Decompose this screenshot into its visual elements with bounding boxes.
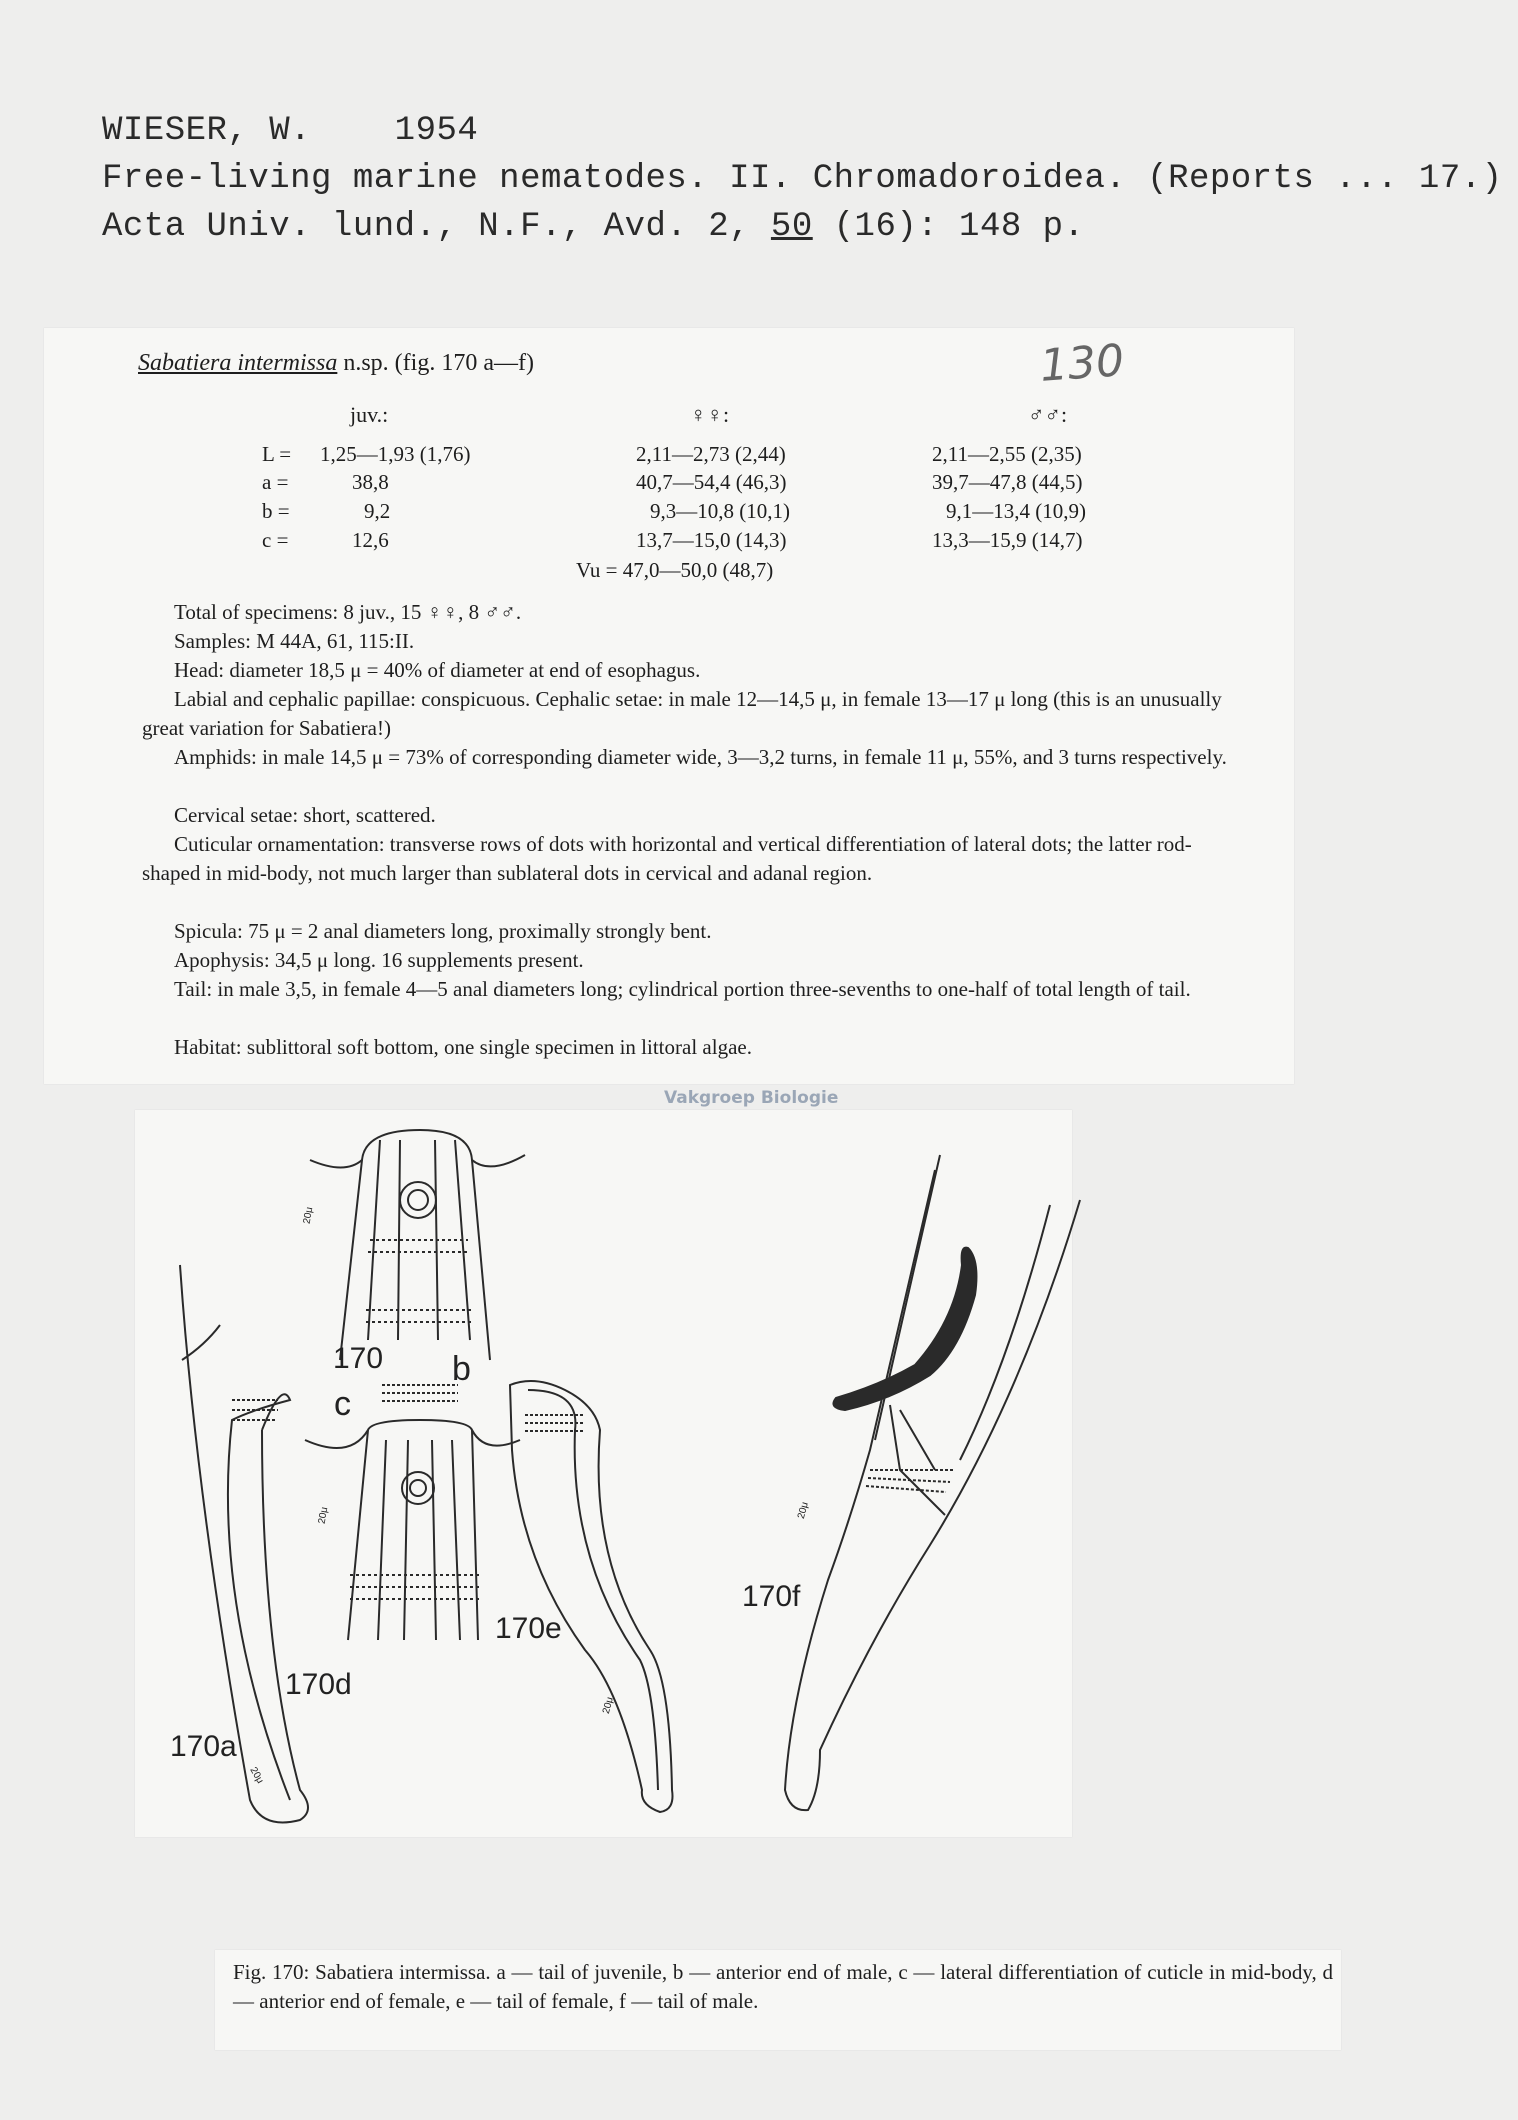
year: 1954 bbox=[394, 112, 479, 150]
col-female: ♀♀: bbox=[690, 402, 730, 427]
handwritten-page-number: 130 bbox=[1038, 335, 1126, 392]
fig-f-spicula bbox=[833, 1248, 976, 1410]
journal: Acta Univ. lund., N.F., Avd. 2, bbox=[102, 208, 751, 246]
fig-a-inner bbox=[228, 1394, 290, 1800]
male-a: 39,7—47,8 (44,5) bbox=[932, 470, 1083, 494]
head: Head: diameter 18,5 μ = 40% of diameter at end of esophagus. bbox=[174, 658, 701, 682]
fig-label-170e: 170e bbox=[495, 1612, 562, 1645]
female-b: 9,3—10,8 (10,1) bbox=[650, 499, 790, 523]
female-a: 40,7—54,4 (46,3) bbox=[636, 470, 787, 494]
figure-caption: Fig. 170: Sabatiera intermissa. a — tail of juvenile, b — anterior end of male, c — lateral differentiation of cuticle in mid-body, d — anterior end of female, e — tail of female, f — tail of male. bbox=[233, 1960, 1333, 2013]
scale-label-f: 20μ bbox=[795, 1500, 811, 1521]
juv-a: 38,8 bbox=[352, 470, 389, 494]
fig-label-170a: 170a bbox=[170, 1730, 237, 1763]
label-a: a = bbox=[262, 470, 289, 494]
scale-label-a: 20μ bbox=[247, 1765, 266, 1786]
samples: Samples: M 44A, 61, 115:II. bbox=[174, 629, 415, 653]
label-L: L = bbox=[262, 442, 292, 466]
fig-label-170: 170 bbox=[333, 1342, 384, 1375]
juv-c: 12,6 bbox=[352, 528, 389, 552]
cervical-setae: Cervical setae: short, scattered. bbox=[174, 803, 436, 827]
col-juv: juv.: bbox=[350, 402, 389, 427]
scale-label-e: 20μ bbox=[600, 1695, 616, 1716]
label-c: c = bbox=[262, 528, 289, 552]
fig-e-body bbox=[510, 1381, 673, 1812]
habitat: Habitat: sublittoral soft bottom, one single specimen in littoral algae. bbox=[174, 1035, 752, 1059]
label-b: b = bbox=[262, 499, 290, 523]
male-b: 9,1—13,4 (10,9) bbox=[946, 499, 1086, 523]
total-specimens: Total of specimens: 8 juv., 15 ♀♀, 8 ♂♂. bbox=[174, 600, 522, 624]
caption-card bbox=[215, 1950, 1341, 2050]
paper-title: Free-living marine nematodes. II. Chromadoroidea. (Reports ... 17.) bbox=[102, 160, 1503, 198]
issue-pages: (16): 148 p. bbox=[833, 208, 1085, 246]
juv-b: 9,2 bbox=[364, 499, 391, 523]
species-figref: n.sp. (fig. 170 a—f) bbox=[343, 350, 534, 376]
scale-label-d: 20μ bbox=[316, 1506, 331, 1525]
author: WIESER, W. bbox=[102, 112, 312, 150]
col-male: ♂♂: bbox=[1028, 402, 1068, 427]
spicula: Spicula: 75 μ = 2 anal diameters long, proximally strongly bent. bbox=[174, 919, 712, 943]
labial-papillae: Labial and cephalic papillae: conspicuous. Cephalic setae: in male 12—14,5 μ, in female 13—17 μ long (this is an unusually great variation for Sabatiera!) bbox=[142, 687, 1222, 740]
tail: Tail: in male 3,5, in female 4—5 anal diameters long; cylindrical portion three-sevenths to one-half of total length of tail. bbox=[174, 977, 1191, 1001]
fig-label-170f: 170f bbox=[742, 1580, 801, 1613]
scale-label-b: 20μ bbox=[301, 1206, 316, 1225]
male-c: 13,3—15,9 (14,7) bbox=[932, 528, 1083, 552]
fig-d-outline bbox=[305, 1420, 520, 1448]
fig-b-outline bbox=[310, 1130, 525, 1168]
cuticular-ornamentation: Cuticular ornamentation: transverse rows of dots with horizontal and vertical differentiation of lateral dots; the latter rod-shaped in mid-body, not much larger than sublateral dots in cervical and adanal region. bbox=[142, 832, 1192, 885]
amphids: Amphids: in male 14,5 μ = 73% of corresponding diameter wide, 3—3,2 turns, in female 11 μ, 55%, and 3 turns respectively. bbox=[174, 745, 1227, 769]
fig-c-dots bbox=[382, 1385, 458, 1401]
male-L: 2,11—2,55 (2,35) bbox=[932, 442, 1082, 466]
fig-label-b: b bbox=[452, 1350, 471, 1388]
species-name: Sabatiera intermissa bbox=[138, 350, 338, 376]
fig-label-c: c bbox=[334, 1385, 351, 1423]
apophysis: Apophysis: 34,5 μ long. 16 supplements present. bbox=[174, 948, 584, 972]
juv-L: 1,25—1,93 (1,76) bbox=[320, 442, 471, 466]
watermark-line1: Vakgroep Biologie bbox=[664, 1088, 839, 1108]
volume: 50 bbox=[770, 208, 813, 246]
female-vu: Vu = 47,0—50,0 (48,7) bbox=[576, 558, 774, 582]
female-c: 13,7—15,0 (14,3) bbox=[636, 528, 787, 552]
female-L: 2,11—2,73 (2,44) bbox=[636, 442, 786, 466]
fig-b-amphid bbox=[400, 1182, 436, 1218]
fig-label-170d: 170d bbox=[285, 1668, 352, 1701]
